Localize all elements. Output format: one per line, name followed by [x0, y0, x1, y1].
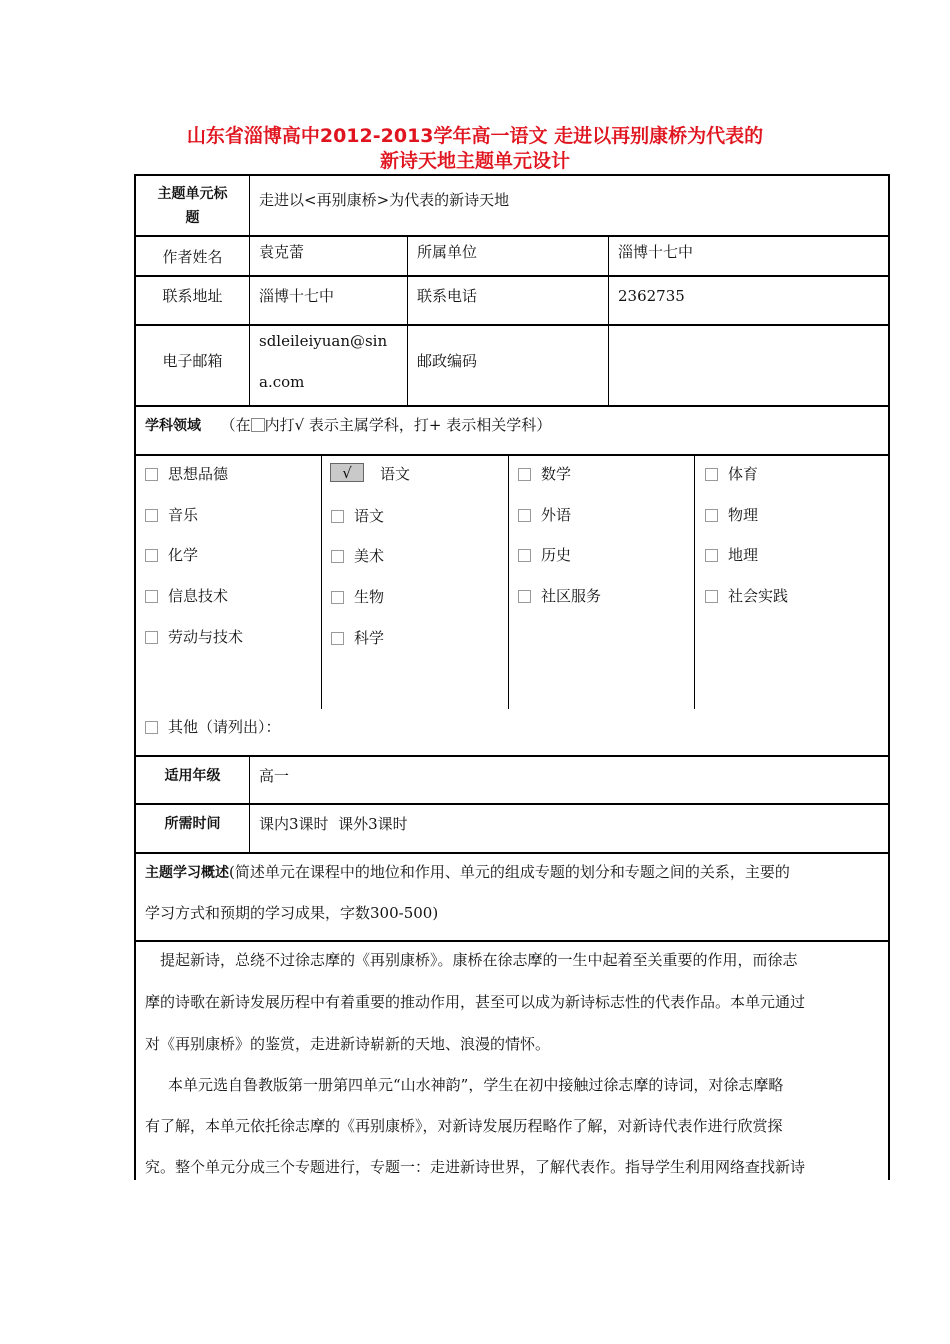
subject-item[interactable]: [145, 464, 228, 484]
checkbox-icon[interactable]: [331, 632, 344, 645]
subject-label: 社会实践: [728, 587, 789, 605]
row-divider: [134, 235, 890, 237]
row-divider: [134, 405, 890, 407]
author-value: 袁克蕾: [259, 243, 305, 261]
subject-item[interactable]: [145, 505, 198, 525]
subject-item[interactable]: [705, 464, 758, 484]
subject-label: 物理: [728, 506, 759, 524]
body-line: 究。整个单元分成三个专题进行，专题一：走进新诗世界，了解代表作。指导学生利用网络查找新诗: [145, 1158, 806, 1176]
row-divider: [134, 324, 890, 326]
subject-label: 思想品德: [168, 465, 229, 483]
subject-label: 信息技术: [168, 587, 229, 605]
phone-label: 联系电话: [417, 287, 478, 305]
row-divider: [134, 275, 890, 277]
subject-label: 外语: [541, 506, 572, 524]
postal-label: 邮政编码: [417, 352, 478, 370]
subject-label: 历史: [541, 546, 572, 564]
unit-title-value: 走进以<再别康桥>为代表的新诗天地: [259, 191, 510, 209]
subject-label: 社区服务: [541, 587, 602, 605]
checkbox-icon[interactable]: [518, 549, 531, 562]
subject-item[interactable]: [705, 586, 788, 606]
checkbox-icon[interactable]: [705, 468, 718, 481]
unit-label: 所属单位: [417, 243, 478, 261]
subject-label: 地理: [728, 546, 759, 564]
body-line: 提起新诗，总绕不过徐志摩的《再别康桥》。康桥在徐志摩的一生中起着至关重要的作用，而徐志: [160, 951, 798, 969]
unit-title-label-1: 主题单元标: [157, 186, 228, 202]
subject-item[interactable]: [145, 545, 198, 565]
subject-item[interactable]: [518, 464, 571, 484]
email-value-line-2: a.com: [259, 373, 305, 391]
subject-label: 化学: [168, 546, 199, 564]
checkbox-icon[interactable]: [518, 590, 531, 603]
time-value: 课内3课时 课外3课时: [259, 815, 408, 833]
checkbox-icon[interactable]: [518, 468, 531, 481]
row-divider: [134, 454, 890, 456]
row-divider: [134, 852, 890, 854]
checkbox-icon[interactable]: [705, 549, 718, 562]
checkbox-icon[interactable]: [705, 509, 718, 522]
col-divider: [407, 236, 408, 406]
subject-label: 数学: [541, 465, 572, 483]
subject-item[interactable]: [331, 587, 384, 607]
checkbox-icon[interactable]: [145, 468, 158, 481]
subject-label: 美术: [354, 547, 385, 565]
checkbox-icon[interactable]: [331, 510, 344, 523]
subject-area-label: 学科领域: [145, 418, 201, 434]
col-divider: [608, 236, 609, 406]
subject-item[interactable]: [145, 586, 228, 606]
subject-item[interactable]: [145, 627, 243, 647]
body-line: 摩的诗歌在新诗发展历程中有着重要的推动作用，甚至可以成为新诗标志性的代表作品。本单元通过: [145, 993, 806, 1011]
subject-area-hint-prefix: （在: [220, 416, 251, 434]
subject-item[interactable]: [518, 545, 571, 565]
document-title-line-1: 山东省淄博高中2012-2013学年高一语文 走进以再别康桥为代表的: [186, 125, 764, 147]
subject-item[interactable]: [331, 506, 384, 526]
phone-value: 2362735: [618, 287, 685, 305]
address-label: 联系地址: [162, 287, 223, 305]
row-divider: [134, 940, 890, 942]
checkbox-icon: [251, 418, 265, 432]
row-divider: [134, 755, 890, 757]
subject-item[interactable]: [331, 628, 384, 648]
subject-label: 体育: [728, 465, 759, 483]
document-title-line-2: 新诗天地主题单元设计: [379, 150, 570, 172]
subject-other-label: 其他（请列出）：: [168, 718, 281, 736]
primary-subject-label: 语文: [380, 465, 411, 483]
overview-hint-line-1: (简述单元在课程中的地位和作用、单元的组成专题的划分和专题之间的关系，主要的: [229, 863, 790, 881]
subject-item[interactable]: [518, 505, 571, 525]
time-label: 所需时间: [164, 816, 221, 832]
checkbox-icon[interactable]: [518, 509, 531, 522]
author-label: 作者姓名: [162, 248, 223, 266]
checkbox-icon[interactable]: [145, 549, 158, 562]
checked-checkbox-icon[interactable]: √: [330, 463, 364, 482]
grade-label: 适用年级: [164, 768, 221, 784]
row-divider: [134, 803, 890, 805]
checkbox-icon[interactable]: [145, 590, 158, 603]
checkbox-icon[interactable]: [705, 590, 718, 603]
body-line: 对《再别康桥》的鉴赏，走进新诗崭新的天地、浪漫的情怀。: [145, 1035, 551, 1053]
subject-item[interactable]: [331, 546, 384, 566]
subject-col-divider: [694, 456, 695, 709]
checkbox-icon[interactable]: [331, 591, 344, 604]
overview-label: 主题学习概述: [145, 865, 229, 881]
checkbox-icon[interactable]: [145, 631, 158, 644]
overview-hint-line-2: 学习方式和预期的学习成果，字数300-500): [145, 904, 439, 922]
subject-item[interactable]: [705, 505, 758, 525]
unit-title-label-2: 题: [185, 210, 200, 226]
email-label: 电子邮箱: [162, 352, 223, 370]
subject-label: 劳动与技术: [168, 628, 244, 646]
body-line: 本单元选自鲁教版第一册第四单元“山水神韵”，学生在初中接触过徐志摩的诗词，对徐志摩略: [168, 1076, 784, 1094]
subject-label: 语文: [354, 507, 385, 525]
subject-area-hint-suffix: 内打√ 表示主属学科，打+ 表示相关学科）: [264, 416, 552, 434]
email-value-line-1: sdleileiyuan@sin: [259, 332, 388, 350]
col-divider: [249, 756, 250, 853]
subject-label: 音乐: [168, 506, 199, 524]
subject-area-header: [145, 415, 551, 436]
subject-label: 生物: [354, 588, 385, 606]
address-value: 淄博十七中: [259, 287, 335, 305]
subject-other[interactable]: [145, 717, 281, 737]
subject-item[interactable]: [518, 586, 601, 606]
unit-value: 淄博十七中: [618, 243, 694, 261]
overview-header: [145, 862, 790, 883]
subject-col-divider: [508, 456, 509, 709]
checkbox-icon[interactable]: [145, 509, 158, 522]
checkbox-icon[interactable]: [331, 550, 344, 563]
checkbox-icon[interactable]: [145, 721, 158, 734]
subject-label: 科学: [354, 629, 385, 647]
body-line: 有了解，本单元依托徐志摩的《再别康桥》，对新诗发展历程略作了解，对新诗代表作进行欣赏探: [145, 1117, 783, 1135]
subject-item[interactable]: [705, 545, 758, 565]
grade-value: 高一: [259, 767, 290, 785]
subject-col-divider: [321, 456, 322, 709]
col-divider: [249, 174, 250, 406]
